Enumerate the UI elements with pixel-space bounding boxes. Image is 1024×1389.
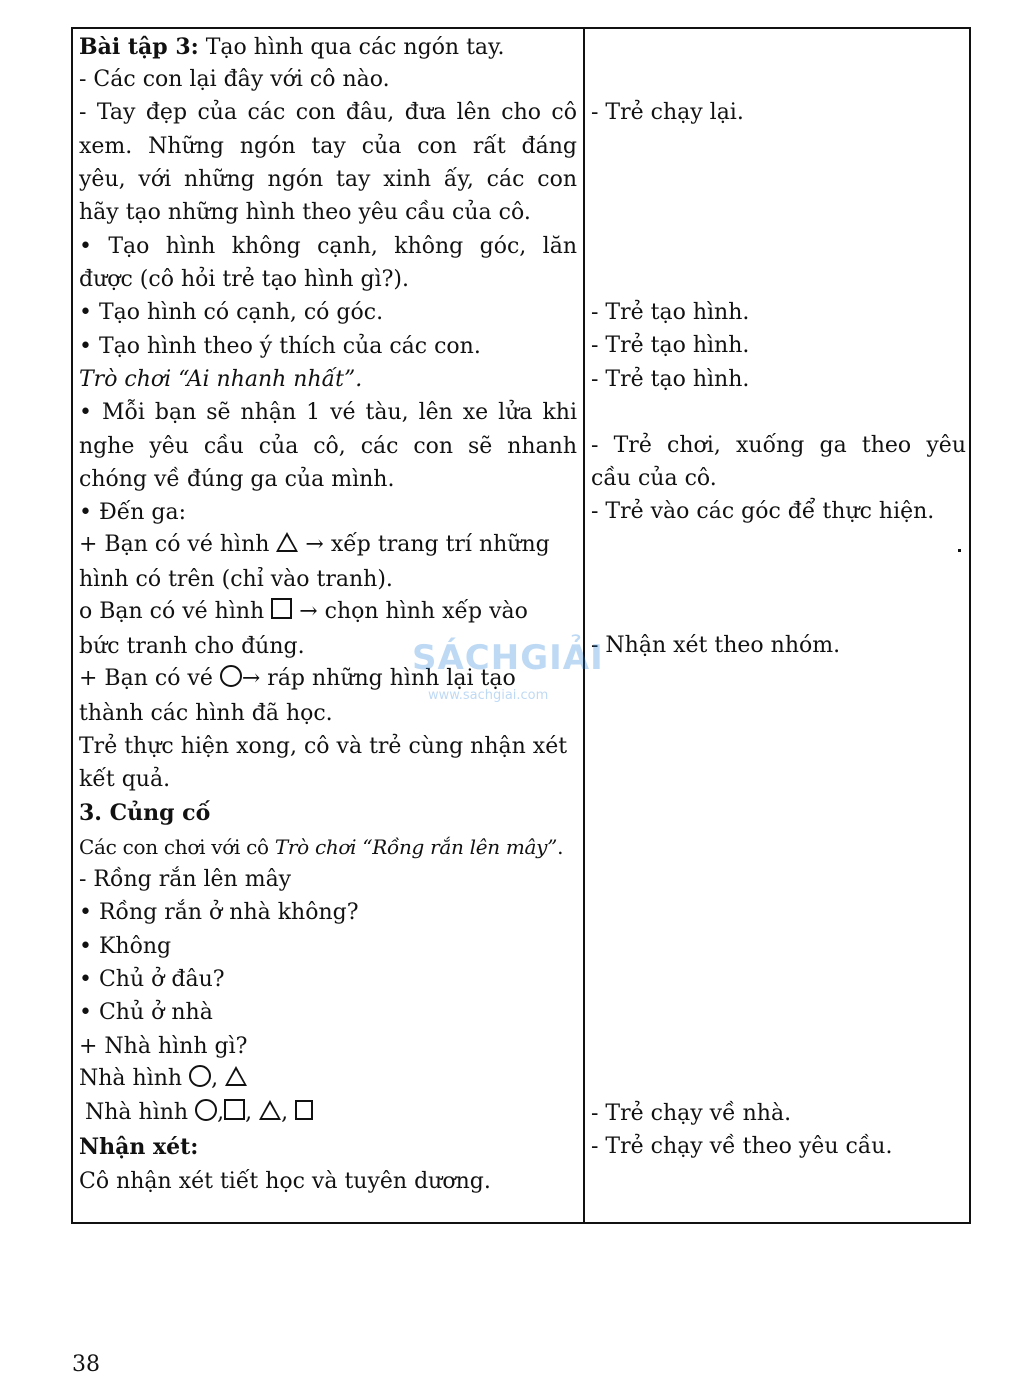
square-icon [271,598,292,619]
circle-icon [189,1065,211,1087]
text-line: xem. Những ngón tay của con rất đáng [79,134,577,159]
section-heading: Nhận xét: [79,1134,199,1160]
circle-icon [195,1099,217,1121]
text-line: • Tạo hình không cạnh, không góc, lăn [79,234,577,259]
text-line: • Rồng rắn ở nhà không? [79,900,359,925]
triangle-icon [225,1066,247,1086]
text-line: Trẻ thực hiện xong, cô và trẻ cùng nhận xét [79,734,568,759]
response-line: - Trẻ chơi, xuống ga theo yêu [591,433,966,458]
text-line: Cô nhận xét tiết học và tuyên dương. [79,1169,491,1194]
section-heading: 3. Củng cố [79,800,211,826]
text-line: thành các hình đã học. [79,701,333,726]
rectangle-icon [295,1100,313,1120]
response-line: - Trẻ tạo hình. [591,367,750,392]
text-line: • Không [79,934,172,959]
text-line: bức tranh cho đúng. [79,634,305,659]
text-line: yêu, với những ngón tay xinh ấy, các con [79,167,577,192]
text-line: • Đến ga: [79,500,187,525]
text-line: • Tạo hình có cạnh, có góc. [79,300,384,325]
response-line: - Trẻ chạy lại. [591,100,744,125]
text-line: + Nhà hình gì? [79,1034,248,1059]
text-line: - Tay đẹp của các con đâu, đưa lên cho cô [79,100,577,125]
text-line: • Chủ ở nhà [79,1000,213,1025]
text-line: • Tạo hình theo ý thích của các con. [79,334,481,359]
text-line: được (cô hỏi trẻ tạo hình gì?). [79,267,409,292]
text-line: - Các con lại đây với cô nào. [79,67,390,92]
circle-icon [220,665,242,687]
square-icon [224,1099,245,1120]
triangle-icon [276,532,298,552]
triangle-icon [259,1100,281,1120]
response-line: - Trẻ chạy về nhà. [591,1101,792,1126]
text-line: chóng về đúng ga của mình. [79,467,395,492]
response-line: - Nhận xét theo nhóm. [591,633,841,658]
text-line: • Chủ ở đâu? [79,967,225,992]
text-line: kết quả. [79,767,171,792]
response-line: - Trẻ tạo hình. [591,333,750,358]
watermark-url: www.sachgiai.com [428,688,549,703]
scan-dot [958,549,961,552]
column-divider [583,29,585,1222]
text-line: + Bạn có vé hình → xếp trang trí những [79,532,550,557]
text-line: nghe yêu cầu của cô, các con sẽ nhanh [79,434,577,459]
response-line: - Trẻ tạo hình. [591,300,750,325]
text-line: hình có trên (chỉ vào tranh). [79,567,393,592]
response-line: - Trẻ vào các góc để thực hiện. [591,499,935,524]
watermark-brand: SÁCHGIẢI [412,638,604,678]
lesson-table [71,27,971,1224]
response-line: - Trẻ chạy về theo yêu cầu. [591,1134,893,1159]
text-line: • Mỗi bạn sẽ nhận 1 vé tàu, lên xe lửa khi [79,400,577,425]
text-line: Nhà hình , [79,1065,577,1093]
text-line: Các con chơi với cô Trò chơi “Rồng rắn lên mây”. [79,835,564,859]
text-line: hãy tạo những hình theo yêu cầu của cô. [79,200,531,225]
page-number: 38 [72,1352,100,1377]
watermark [412,636,622,716]
text-line: Nhà hình , , , [85,1099,577,1127]
text-line: - Rồng rắn lên mây [79,867,292,892]
game-title: Trò chơi “Ai nhanh nhất”. [79,367,363,392]
response-line: cầu của cô. [591,466,717,491]
text-line: + Bạn có vé → ráp những hình lại tạo [79,666,516,691]
text-line: o Bạn có vé hình → chọn hình xếp vào [79,599,528,624]
exercise-heading: Bài tập 3: Tạo hình qua các ngón tay. [79,34,505,60]
